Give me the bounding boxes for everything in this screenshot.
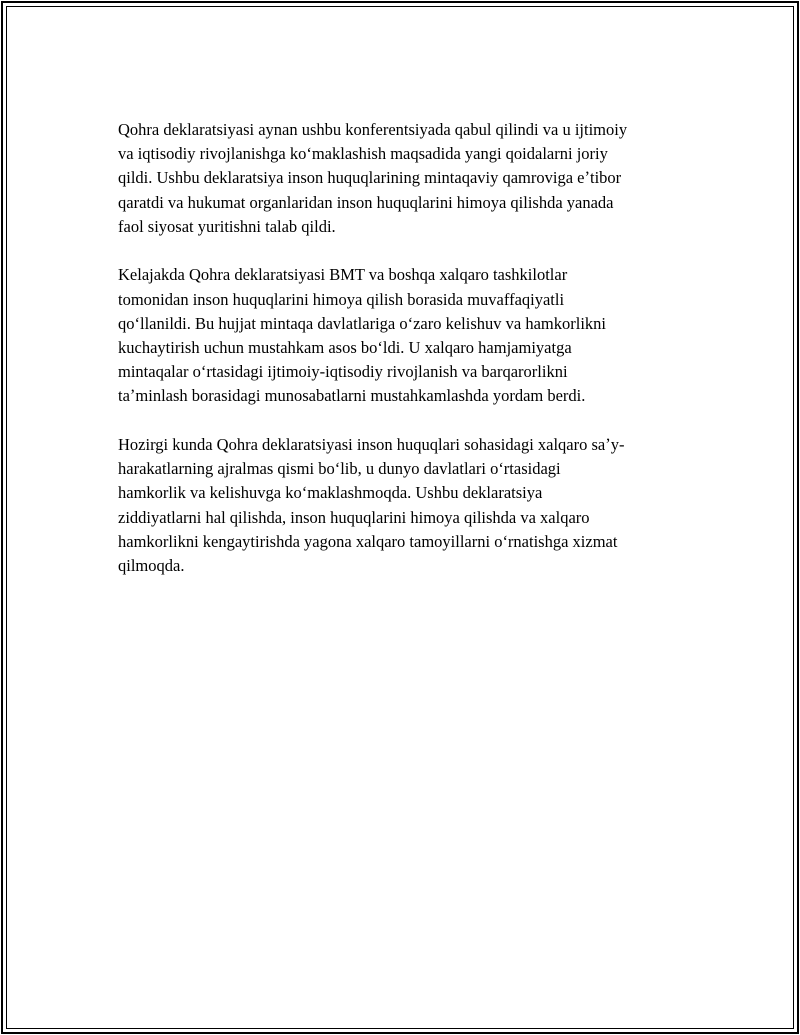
paragraph-3: Hozirgi kunda Qohra deklaratsiyasi inson huquqlari sohasidagi xalqaro saʼy- harakatlarning ajralmas qismi boʻlib, u dunyo davlatlari oʻrtasidagi hamkorlik va kelishuvga koʻmaklashmoqda. Ushbu deklaratsiya ziddiyatlarni hal qilishda, inson huquqlarini himoya qilishda va xalqaro hamkorlikni kengaytirishda yagona xalqaro tamoyillarni oʻrnatishga xizmat qilmoqda. — [118, 435, 625, 576]
paragraph-1: Qohra deklaratsiyasi aynan ushbu konferentsiyada qabul qilindi va u ijtimoiy va iqtisodiy rivojlanishga koʻmaklashish maqsadida yangi qoidalarni joriy qildi. Ushbu deklaratsiya inson huquqlarining mintaqaviy qamroviga eʼtibor qaratdi va hukumat organlaridan inson huquqlarini himoya qilishda yanada faol siyosat yuritishni talab qildi. — [118, 120, 628, 236]
paragraph-2: Kelajakda Qohra deklaratsiyasi BMT va boshqa xalqaro tashkilotlar tomonidan inson huquqlarini himoya qilish borasida muvaffaqiyatli qoʻllanildi. Bu hujjat mintaqa davlatlariga oʻzaro kelishuv va hamkorlikni kuchaytirish uchun mustahkam asos boʻldi. U xalqaro hamjamiyatga mintaqalar oʻrtasidagi ijtimoiy-iqtisodiy rivojlanish va barqarorlikni taʼminlash borasidagi munosabatlarni mustahkamlashda yordam berdi. — [118, 265, 606, 406]
document-body — [118, 118, 698, 603]
